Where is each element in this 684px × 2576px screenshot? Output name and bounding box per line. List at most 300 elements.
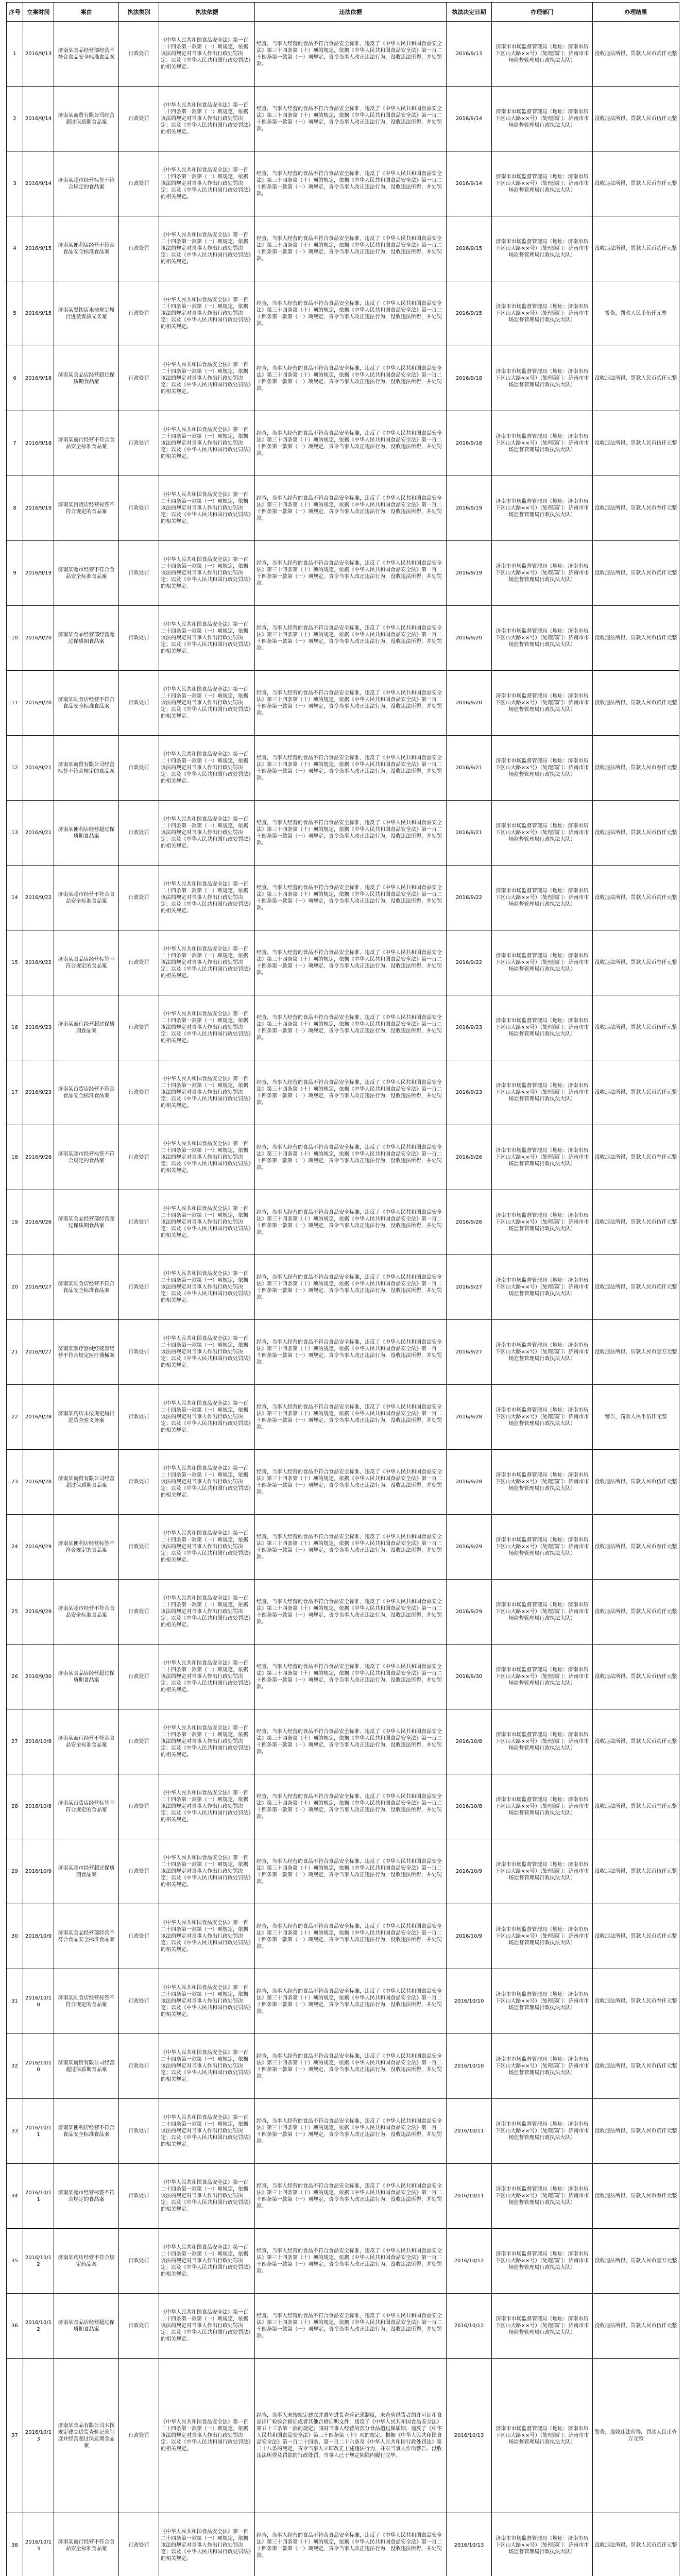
cell-violation: 经查，当事人经营的食品不符合食品安全标准，违反了《中华人民共和国食品安全法》第三十四条第（十）项的规定，依据《中华人民共和国食品安全法》第一百二十四条第一款第（一）项规定，责令当事人改正违法行为，没收违法所得，并处罚款。 — [255, 1969, 447, 2034]
cell-violation: 经查，当事人经营的食品不符合食品安全标准，违反了《中华人民共和国食品安全法》第三十四条第（十）项的规定，依据《中华人民共和国食品安全法》第一百二十四条第一款第（一）项规定，责令当事人改正违法行为，没收违法所得，并处罚款。 — [255, 151, 447, 216]
table-row — [7, 2294, 679, 2359]
cell-basis: 《中华人民共和国食品安全法》第一百二十四条第一款第（一）项规定，依据该法的规定对当事人作出行政处罚决定；以及《中华人民共和国行政处罚法》的相关规定。 — [159, 2229, 255, 2294]
cell-date: 2016/9/29 — [23, 1580, 54, 1645]
table-row — [7, 1515, 679, 1580]
cell-department: 济南市市场监督管理局（地址：济南市历下区山大路××号）（处理部门：济南市市场监督管理局行政执法大队） — [492, 2034, 593, 2099]
cell-type: 行政处罚 — [119, 2164, 159, 2229]
cell-basis: 《中华人民共和国食品安全法》第一百二十四条第一款第（一）项规定，依据该法的规定对当事人作出行政处罚决定；以及《中华人民共和国行政处罚法》的相关规定。 — [159, 2513, 255, 2576]
cell-type: 行政处罚 — [119, 1904, 159, 1969]
cell-result: 没收违法所得，罚款人民币叁仟元整 — [593, 1125, 679, 1190]
cell-result: 没收违法所得，罚款人民币伍仟元整 — [593, 2034, 679, 2099]
cell-type: 行政处罚 — [119, 671, 159, 736]
cell-decision-date: 2016/9/15 — [447, 216, 492, 281]
cell-date: 2016/10/11 — [23, 2099, 54, 2164]
cell-type: 行政处罚 — [119, 1839, 159, 1904]
cell-cause: 济南某食品经营部经营超过保质期食品案 — [54, 1190, 119, 1255]
cell-violation: 经查，当事人经营的食品不符合食品安全标准，违反了《中华人民共和国食品安全法》第三十四条第（十）项的规定，依据《中华人民共和国食品安全法》第一百二十四条第一款第（一）项规定，责令当事人改正违法行为，没收违法所得，并处罚款。 — [255, 2513, 447, 2576]
cell-basis: 《中华人民共和国食品安全法》第一百二十四条第一款第（一）项规定，依据该法的规定对当事人作出行政处罚决定；以及《中华人民共和国行政处罚法》的相关规定。 — [159, 1839, 255, 1904]
cell-date: 2016/9/27 — [23, 1255, 54, 1320]
cell-violation: 经查，当事人经营的食品不符合食品安全标准，违反了《中华人民共和国食品安全法》第三十四条第（十）项的规定，依据《中华人民共和国食品安全法》第一百二十四条第一款第（一）项规定，责令当事人改正违法行为，没收违法所得，并处罚款。 — [255, 606, 447, 671]
cell-department: 济南市市场监督管理局（地址：济南市历下区山大路××号）（处理部门：济南市市场监督管理局行政执法大队） — [492, 2513, 593, 2576]
cell-decision-date: 2016/10/13 — [447, 2359, 492, 2513]
cell-type: 行政处罚 — [119, 1580, 159, 1645]
cell-type: 行政处罚 — [119, 476, 159, 541]
table-row — [7, 1320, 679, 1385]
cell-basis: 《中华人民共和国食品安全法》第一百二十四条第一款第（一）项规定，依据该法的规定对当事人作出行政处罚决定；以及《中华人民共和国行政处罚法》的相关规定。 — [159, 736, 255, 801]
cell-no: 22 — [7, 1385, 23, 1450]
cell-basis: 《中华人民共和国食品安全法》第一百二十四条第一款第（一）项规定，依据该法的规定对当事人作出行政处罚决定；以及《中华人民共和国行政处罚法》的相关规定。 — [159, 671, 255, 736]
cell-cause: 济南某食品店经营超过保质期食品案 — [54, 346, 119, 411]
cell-result: 没收违法所得，罚款人民币伍仟元整 — [593, 1450, 679, 1515]
cell-result: 没收违法所得，罚款人民币伍仟元整 — [593, 2294, 679, 2359]
cell-department: 济南市市场监督管理局（地址：济南市历下区山大路××号）（处理部门：济南市市场监督管理局行政执法大队） — [492, 801, 593, 866]
cell-decision-date: 2016/10/11 — [447, 2099, 492, 2164]
table-row — [7, 87, 679, 151]
cell-basis: 《中华人民共和国食品安全法》第一百二十四条第一款第（一）项规定，依据该法的规定对当事人作出行政处罚决定；以及《中华人民共和国行政处罚法》的相关规定。 — [159, 476, 255, 541]
cell-basis: 《中华人民共和国食品安全法》第一百二十四条第一款第（一）项规定，依据该法的规定对当事人作出行政处罚决定；以及《中华人民共和国行政处罚法》的相关规定。 — [159, 411, 255, 476]
cell-no: 33 — [7, 2099, 23, 2164]
cell-violation: 经查，当事人经营的食品不符合食品安全标准，违反了《中华人民共和国食品安全法》第三十四条第（十）项的规定，依据《中华人民共和国食品安全法》第一百二十四条第一款第（一）项规定，责令当事人改正违法行为，没收违法所得，并处罚款。 — [255, 1450, 447, 1515]
cell-cause: 济南某副食店经营不符合食品安全标准食品案 — [54, 671, 119, 736]
cell-date: 2016/9/14 — [23, 87, 54, 151]
cell-violation: 经查，当事人经营的食品不符合食品安全标准，违反了《中华人民共和国食品安全法》第三十四条第（十）项的规定，依据《中华人民共和国食品安全法》第一百二十四条第一款第（一）项规定，责令当事人改正违法行为，没收违法所得，并处罚款。 — [255, 1060, 447, 1125]
cell-type: 行政处罚 — [119, 2034, 159, 2099]
cell-date: 2016/9/15 — [23, 216, 54, 281]
cell-date: 2016/10/10 — [23, 1969, 54, 2034]
cell-date: 2016/9/18 — [23, 411, 54, 476]
cell-no: 30 — [7, 1904, 23, 1969]
cell-result: 没收违法所得，罚款人民币叁仟元整 — [593, 1515, 679, 1580]
table-row — [7, 1190, 679, 1255]
table-row — [7, 2359, 679, 2513]
cell-type: 行政处罚 — [119, 2513, 159, 2576]
cell-department: 济南市市场监督管理局（地址：济南市历下区山大路××号）（处理部门：济南市市场监督管理局行政执法大队） — [492, 1125, 593, 1190]
cell-date: 2016/10/8 — [23, 1774, 54, 1839]
cell-type: 行政处罚 — [119, 87, 159, 151]
cell-violation: 经查，当事人经营的食品不符合食品安全标准，违反了《中华人民共和国食品安全法》第三十四条第（十）项的规定，依据《中华人民共和国食品安全法》第一百二十四条第一款第（一）项规定，责令当事人改正违法行为，没收违法所得，并处罚款。 — [255, 1580, 447, 1645]
cell-cause: 济南某商行经营不符合食品安全标准食品案 — [54, 2513, 119, 2576]
cell-cause: 济南某药店经营不符合规定药品案 — [54, 2229, 119, 2294]
cell-basis: 《中华人民共和国食品安全法》第一百二十四条第一款第（一）项规定，依据该法的规定对当事人作出行政处罚决定；以及《中华人民共和国行政处罚法》的相关规定。 — [159, 1709, 255, 1774]
cell-date: 2016/9/18 — [23, 346, 54, 411]
cell-violation: 经查，当事人经营的食品不符合食品安全标准，违反了《中华人民共和国食品安全法》第三十四条第（十）项的规定，依据《中华人民共和国食品安全法》第一百二十四条第一款第（一）项规定，责令当事人改正违法行为，没收违法所得，并处罚款。 — [255, 2294, 447, 2359]
cell-date: 2016/10/9 — [23, 1839, 54, 1904]
cell-cause: 济南某食品店经营超过保质期食品案 — [54, 1645, 119, 1709]
table-row — [7, 22, 679, 87]
cell-date: 2016/9/30 — [23, 1645, 54, 1709]
cell-department: 济南市市场监督管理局（地址：济南市历下区山大路××号）（处理部门：济南市市场监督管理局行政执法大队） — [492, 2294, 593, 2359]
cell-type: 行政处罚 — [119, 2359, 159, 2513]
cell-type: 行政处罚 — [119, 216, 159, 281]
cell-cause: 济南某食品店经营标签不符合规定的食品案 — [54, 930, 119, 995]
cell-violation: 经查，当事人经营的食品不符合食品安全标准，违反了《中华人民共和国食品安全法》第三十四条第（十）项的规定，依据《中华人民共和国食品安全法》第一百二十四条第一款第（一）项规定，责令当事人改正违法行为，没收违法所得，并处罚款。 — [255, 216, 447, 281]
cell-no: 19 — [7, 1190, 23, 1255]
table-row — [7, 995, 679, 1060]
cell-date: 2016/9/23 — [23, 1060, 54, 1125]
cell-basis: 《中华人民共和国食品安全法》第一百二十四条第一款第（一）项规定，依据该法的规定对当事人作出行政处罚决定；以及《中华人民共和国行政处罚法》的相关规定。 — [159, 801, 255, 866]
cell-violation: 经查，当事人经营的食品不符合食品安全标准，违反了《中华人民共和国食品安全法》第三十四条第（十）项的规定，依据《中华人民共和国食品安全法》第一百二十四条第一款第（一）项规定，责令当事人改正违法行为，没收违法所得，并处罚款。 — [255, 671, 447, 736]
table-row — [7, 1450, 679, 1515]
cell-cause: 济南某食品经营部经营不符合食品安全标准食品案 — [54, 1904, 119, 1969]
cell-date: 2016/9/14 — [23, 151, 54, 216]
cell-decision-date: 2016/9/23 — [447, 995, 492, 1060]
cell-date: 2016/9/29 — [23, 1515, 54, 1580]
table-row — [7, 1904, 679, 1969]
cell-decision-date: 2016/9/27 — [447, 1255, 492, 1320]
cell-date: 2016/10/13 — [23, 2513, 54, 2576]
cell-result: 没收违法所得，罚款人民币贰仟元整 — [593, 671, 679, 736]
table-row — [7, 2513, 679, 2576]
cell-cause: 济南某商行经营超过保质期食品案 — [54, 995, 119, 1060]
table-row — [7, 541, 679, 606]
cell-type: 行政处罚 — [119, 151, 159, 216]
cell-violation: 经查，当事人经营的食品不符合食品安全标准，违反了《中华人民共和国食品安全法》第三十四条第（十）项的规定，依据《中华人民共和国食品安全法》第一百二十四条第一款第（一）项规定，责令当事人改正违法行为，没收违法所得，并处罚款。 — [255, 22, 447, 87]
cell-decision-date: 2016/9/20 — [447, 606, 492, 671]
cell-decision-date: 2016/9/22 — [447, 930, 492, 995]
cell-result: 没收违法所得，罚款人民币伍仟元整 — [593, 995, 679, 1060]
cell-cause: 济南某超市经营标签不符合规定的食品案 — [54, 151, 119, 216]
cell-date: 2016/10/12 — [23, 2294, 54, 2359]
table-row — [7, 1839, 679, 1904]
table-row — [7, 2099, 679, 2164]
cell-basis: 《中华人民共和国食品安全法》第一百二十四条第一款第（一）项规定，依据该法的规定对当事人作出行政处罚决定；以及《中华人民共和国行政处罚法》的相关规定。 — [159, 22, 255, 87]
cell-decision-date: 2016/9/18 — [447, 346, 492, 411]
cell-basis: 《中华人民共和国食品安全法》第一百二十四条第一款第（一）项规定，依据该法的规定对当事人作出行政处罚决定；以及《中华人民共和国行政处罚法》的相关规定。 — [159, 1385, 255, 1450]
cell-department: 济南市市场监督管理局（地址：济南市历下区山大路××号）（处理部门：济南市市场监督管理局行政执法大队） — [492, 1839, 593, 1904]
cell-department: 济南市市场监督管理局（地址：济南市历下区山大路××号）（处理部门：济南市市场监督管理局行政执法大队） — [492, 87, 593, 151]
table-row — [7, 866, 679, 930]
table-row — [7, 1385, 679, 1450]
cell-violation: 经查，当事人经营的食品不符合食品安全标准，违反了《中华人民共和国食品安全法》第三十四条第（十）项的规定，依据《中华人民共和国食品安全法》第一百二十四条第一款第（一）项规定，责令当事人改正违法行为，没收违法所得，并处罚款。 — [255, 1320, 447, 1385]
cell-date: 2016/10/10 — [23, 2034, 54, 2099]
cell-cause: 济南某副食店经营不符合食品安全标准食品案 — [54, 1255, 119, 1320]
cell-cause: 济南某百货店经营不符合食品安全标准食品案 — [54, 1060, 119, 1125]
cell-basis: 《中华人民共和国食品安全法》第一百二十四条第一款第（一）项规定，依据该法的规定对当事人作出行政处罚决定；以及《中华人民共和国行政处罚法》的相关规定。 — [159, 1450, 255, 1515]
cell-department: 济南市市场监督管理局（地址：济南市历下区山大路××号）（处理部门：济南市市场监督管理局行政执法大队） — [492, 930, 593, 995]
cell-no: 23 — [7, 1450, 23, 1515]
table-row — [7, 1060, 679, 1125]
cell-basis: 《中华人民共和国食品安全法》第一百二十四条第一款第（一）项规定，依据该法的规定对当事人作出行政处罚决定；以及《中华人民共和国行政处罚法》的相关规定。 — [159, 1320, 255, 1385]
table-row — [7, 1255, 679, 1320]
cell-no: 17 — [7, 1060, 23, 1125]
header-department: 办理部门 — [492, 3, 593, 22]
cell-type: 行政处罚 — [119, 2294, 159, 2359]
cell-no: 21 — [7, 1320, 23, 1385]
cell-result: 没收违法所得，罚款人民币贰仟元整 — [593, 22, 679, 87]
cell-date: 2016/9/22 — [23, 930, 54, 995]
cell-no: 8 — [7, 476, 23, 541]
cell-violation: 经查，当事人经营的食品不符合食品安全标准，违反了《中华人民共和国食品安全法》第三十四条第（十）项的规定，依据《中华人民共和国食品安全法》第一百二十四条第一款第（一）项规定，责令当事人改正违法行为，没收违法所得，并处罚款。 — [255, 1385, 447, 1450]
cell-basis: 《中华人民共和国食品安全法》第一百二十四条第一款第（一）项规定，依据该法的规定对当事人作出行政处罚决定；以及《中华人民共和国行政处罚法》的相关规定。 — [159, 930, 255, 995]
cell-date: 2016/9/26 — [23, 1190, 54, 1255]
cell-cause: 济南某便利店经营不符合食品安全标准食品案 — [54, 216, 119, 281]
cell-department: 济南市市场监督管理局（地址：济南市历下区山大路××号）（处理部门：济南市市场监督管理局行政执法大队） — [492, 346, 593, 411]
cell-cause: 济南某超市经营不符合食品安全标准食品案 — [54, 866, 119, 930]
cell-no: 12 — [7, 736, 23, 801]
cell-no: 38 — [7, 2513, 23, 2576]
cell-violation: 经查，当事人经营的食品不符合食品安全标准，违反了《中华人民共和国食品安全法》第三十四条第（十）项的规定，依据《中华人民共和国食品安全法》第一百二十四条第一款第（一）项规定，责令当事人改正违法行为，没收违法所得，并处罚款。 — [255, 1125, 447, 1190]
table-header-row — [7, 3, 679, 22]
cell-date: 2016/9/28 — [23, 1385, 54, 1450]
cell-basis: 《中华人民共和国食品安全法》第一百二十四条第一款第（一）项规定，依据该法的规定对当事人作出行政处罚决定；以及《中华人民共和国行政处罚法》的相关规定。 — [159, 1969, 255, 2034]
cell-department: 济南市市场监督管理局（地址：济南市历下区山大路××号）（处理部门：济南市市场监督管理局行政执法大队） — [492, 995, 593, 1060]
cell-department: 济南市市场监督管理局（地址：济南市历下区山大路××号）（处理部门：济南市市场监督管理局行政执法大队） — [492, 1645, 593, 1709]
cell-cause: 济南某食品经营部经营超过保质期食品案 — [54, 606, 119, 671]
table-row — [7, 281, 679, 346]
cell-cause: 济南某便利店经营标签不符合规定的食品案 — [54, 1515, 119, 1580]
cell-department: 济南市市场监督管理局（地址：济南市历下区山大路××号）（处理部门：济南市市场监督管理局行政执法大队） — [492, 1190, 593, 1255]
cell-result: 没收违法所得，罚款人民币叁仟元整 — [593, 930, 679, 995]
cell-decision-date: 2016/10/12 — [447, 2294, 492, 2359]
cell-violation: 经查，当事人经营的食品不符合食品安全标准，违反了《中华人民共和国食品安全法》第三十四条第（十）项的规定，依据《中华人民共和国食品安全法》第一百二十四条第一款第（一）项规定，责令当事人改正违法行为，没收违法所得，并处罚款。 — [255, 866, 447, 930]
cell-result: 没收违法所得，罚款人民币贰仟元整 — [593, 2099, 679, 2164]
cell-decision-date: 2016/9/20 — [447, 671, 492, 736]
cell-decision-date: 2016/9/22 — [447, 866, 492, 930]
cell-department: 济南市市场监督管理局（地址：济南市历下区山大路××号）（处理部门：济南市市场监督管理局行政执法大队） — [492, 1255, 593, 1320]
cell-result: 警告，没收违法所得，罚款人民币壹万元整 — [593, 2359, 679, 2513]
cell-no: 5 — [7, 281, 23, 346]
cell-type: 行政处罚 — [119, 2099, 159, 2164]
cell-result: 没收违法所得，罚款人民币叁仟元整 — [593, 476, 679, 541]
cell-result: 没收违法所得，罚款人民币叁仟元整 — [593, 151, 679, 216]
cell-violation: 经查，当事人经营的食品不符合食品安全标准，违反了《中华人民共和国食品安全法》第三十四条第（十）项的规定，依据《中华人民共和国食品安全法》第一百二十四条第一款第（一）项规定，责令当事人改正违法行为，没收违法所得，并处罚款。 — [255, 801, 447, 866]
cell-violation: 经查，当事人经营的食品不符合食品安全标准，违反了《中华人民共和国食品安全法》第三十四条第（十）项的规定，依据《中华人民共和国食品安全法》第一百二十四条第一款第（一）项规定，责令当事人改正违法行为，没收违法所得，并处罚款。 — [255, 2229, 447, 2294]
cell-decision-date: 2016/9/14 — [447, 87, 492, 151]
cell-date: 2016/9/13 — [23, 22, 54, 87]
cell-department: 济南市市场监督管理局（地址：济南市历下区山大路××号）（处理部门：济南市市场监督管理局行政执法大队） — [492, 2164, 593, 2229]
cell-basis: 《中华人民共和国食品安全法》第一百二十四条第一款第（一）项规定，依据该法的规定对当事人作出行政处罚决定；以及《中华人民共和国行政处罚法》的相关规定。 — [159, 281, 255, 346]
cell-department: 济南市市场监督管理局（地址：济南市历下区山大路××号）（处理部门：济南市市场监督管理局行政执法大队） — [492, 1904, 593, 1969]
cell-department: 济南市市场监督管理局（地址：济南市历下区山大路××号）（处理部门：济南市市场监督管理局行政执法大队） — [492, 476, 593, 541]
cell-date: 2016/9/20 — [23, 606, 54, 671]
cell-type: 行政处罚 — [119, 1190, 159, 1255]
table-row — [7, 1709, 679, 1774]
cell-type: 行政处罚 — [119, 1320, 159, 1385]
cell-result: 没收违法所得，罚款人民币贰仟元整 — [593, 346, 679, 411]
cell-basis: 《中华人民共和国食品安全法》第一百二十四条第一款第（一）项规定，依据该法的规定对当事人作出行政处罚决定；以及《中华人民共和国行政处罚法》的相关规定。 — [159, 151, 255, 216]
header-violation: 违法依据 — [255, 3, 447, 22]
cell-result: 没收违法所得，罚款人民币壹万元整 — [593, 2229, 679, 2294]
cell-basis: 《中华人民共和国食品安全法》第一百二十四条第一款第（一）项规定，依据该法的规定对当事人作出行政处罚决定；以及《中华人民共和国行政处罚法》的相关规定。 — [159, 1060, 255, 1125]
cell-decision-date: 2016/9/26 — [447, 1190, 492, 1255]
cell-result: 警告，罚款人民币伍仟元整 — [593, 281, 679, 346]
cell-result: 没收违法所得，罚款人民币贰仟元整 — [593, 1709, 679, 1774]
cell-no: 27 — [7, 1709, 23, 1774]
cell-department: 济南市市场监督管理局（地址：济南市历下区山大路××号）（处理部门：济南市市场监督管理局行政执法大队） — [492, 216, 593, 281]
cell-violation: 经查，当事人经营的食品不符合食品安全标准，违反了《中华人民共和国食品安全法》第三十四条第（十）项的规定，依据《中华人民共和国食品安全法》第一百二十四条第一款第（一）项规定，责令当事人改正违法行为，没收违法所得，并处罚款。 — [255, 1190, 447, 1255]
cell-decision-date: 2016/10/10 — [447, 2034, 492, 2099]
cell-cause: 济南某商行经营不符合食品安全标准食品案 — [54, 411, 119, 476]
cell-no: 15 — [7, 930, 23, 995]
table-row — [7, 476, 679, 541]
cell-department: 济南市市场监督管理局（地址：济南市历下区山大路××号）（处理部门：济南市市场监督管理局行政执法大队） — [492, 1774, 593, 1839]
cell-department: 济南市市场监督管理局（地址：济南市历下区山大路××号）（处理部门：济南市市场监督管理局行政执法大队） — [492, 1515, 593, 1580]
cell-decision-date: 2016/9/15 — [447, 281, 492, 346]
cell-cause: 济南某食品有限公司未按规定建立进货查验记录制度并经营超过保质期食品案 — [54, 2359, 119, 2513]
cell-decision-date: 2016/10/8 — [447, 1709, 492, 1774]
cell-department: 济南市市场监督管理局（地址：济南市历下区山大路××号）（处理部门：济南市市场监督管理局行政执法大队） — [492, 22, 593, 87]
cell-no: 3 — [7, 151, 23, 216]
table-row — [7, 346, 679, 411]
cell-decision-date: 2016/9/14 — [447, 151, 492, 216]
table-row — [7, 2034, 679, 2099]
cell-no: 11 — [7, 671, 23, 736]
cell-date: 2016/9/28 — [23, 1450, 54, 1515]
cell-basis: 《中华人民共和国食品安全法》第一百二十四条第一款第（一）项规定，依据该法的规定对当事人作出行政处罚决定；以及《中华人民共和国行政处罚法》的相关规定。 — [159, 1645, 255, 1709]
cell-cause: 济南某超市经营超过保质期食品案 — [54, 1839, 119, 1904]
cell-result: 没收违法所得，罚款人民币叁仟元整 — [593, 736, 679, 801]
cell-date: 2016/9/19 — [23, 476, 54, 541]
cell-decision-date: 2016/10/10 — [447, 1969, 492, 2034]
cell-basis: 《中华人民共和国食品安全法》第一百二十四条第一款第（一）项规定，依据该法的规定对当事人作出行政处罚决定；以及《中华人民共和国行政处罚法》的相关规定。 — [159, 346, 255, 411]
cell-basis: 《中华人民共和国食品安全法》第一百二十四条第一款第（一）项规定，依据该法的规定对当事人作出行政处罚决定；以及《中华人民共和国行政处罚法》的相关规定。 — [159, 541, 255, 606]
cell-date: 2016/9/15 — [23, 281, 54, 346]
cell-decision-date: 2016/10/8 — [447, 1774, 492, 1839]
cell-violation: 经查，当事人经营的食品不符合食品安全标准，违反了《中华人民共和国食品安全法》第三十四条第（十）项的规定，依据《中华人民共和国食品安全法》第一百二十四条第一款第（一）项规定，责令当事人改正违法行为，没收违法所得，并处罚款。 — [255, 2099, 447, 2164]
cell-result: 没收违法所得，罚款人民币贰仟元整 — [593, 2513, 679, 2576]
cell-type: 行政处罚 — [119, 1774, 159, 1839]
cell-type: 行政处罚 — [119, 2229, 159, 2294]
table-row — [7, 151, 679, 216]
cell-violation: 经查，当事人经营的食品不符合食品安全标准，违反了《中华人民共和国食品安全法》第三十四条第（十）项的规定，依据《中华人民共和国食品安全法》第一百二十四条第一款第（一）项规定，责令当事人改正违法行为，没收违法所得，并处罚款。 — [255, 2034, 447, 2099]
cell-cause: 济南某商贸有限公司经营标签不符合规定的食品案 — [54, 736, 119, 801]
cell-cause: 济南某百货店经营标签不符合规定的食品案 — [54, 476, 119, 541]
cell-violation: 经查，当事人经营的食品不符合食品安全标准，违反了《中华人民共和国食品安全法》第三十四条第（十）项的规定，依据《中华人民共和国食品安全法》第一百二十四条第一款第（一）项规定，责令当事人改正违法行为，没收违法所得，并处罚款。 — [255, 995, 447, 1060]
cell-violation: 经查，当事人经营的食品不符合食品安全标准，违反了《中华人民共和国食品安全法》第三十四条第（十）项的规定，依据《中华人民共和国食品安全法》第一百二十四条第一款第（一）项规定，责令当事人改正违法行为，没收违法所得，并处罚款。 — [255, 736, 447, 801]
cell-type: 行政处罚 — [119, 1255, 159, 1320]
cell-department: 济南市市场监督管理局（地址：济南市历下区山大路××号）（处理部门：济南市市场监督管理局行政执法大队） — [492, 1580, 593, 1645]
cell-department: 济南市市场监督管理局（地址：济南市历下区山大路××号）（处理部门：济南市市场监督管理局行政执法大队） — [492, 1450, 593, 1515]
cell-decision-date: 2016/9/29 — [447, 1580, 492, 1645]
cell-decision-date: 2016/9/29 — [447, 1515, 492, 1580]
cell-date: 2016/9/26 — [23, 1125, 54, 1190]
cell-decision-date: 2016/9/26 — [447, 1125, 492, 1190]
cell-type: 行政处罚 — [119, 1450, 159, 1515]
cell-violation: 经查，当事人经营的食品不符合食品安全标准，违反了《中华人民共和国食品安全法》第三十四条第（十）项的规定，依据《中华人民共和国食品安全法》第一百二十四条第一款第（一）项规定，责令当事人改正违法行为，没收违法所得，并处罚款。 — [255, 1774, 447, 1839]
cell-no: 28 — [7, 1774, 23, 1839]
cell-basis: 《中华人民共和国食品安全法》第一百二十四条第一款第（一）项规定，依据该法的规定对当事人作出行政处罚决定；以及《中华人民共和国行政处罚法》的相关规定。 — [159, 1774, 255, 1839]
cell-no: 31 — [7, 1969, 23, 2034]
table-row — [7, 1645, 679, 1709]
cell-violation: 经查，当事人经营的食品不符合食品安全标准，违反了《中华人民共和国食品安全法》第三十四条第（十）项的规定，依据《中华人民共和国食品安全法》第一百二十四条第一款第（一）项规定，责令当事人改正违法行为，没收违法所得，并处罚款。 — [255, 346, 447, 411]
cell-department: 济南市市场监督管理局（地址：济南市历下区山大路××号）（处理部门：济南市市场监督管理局行政执法大队） — [492, 1709, 593, 1774]
table-row — [7, 2164, 679, 2229]
cell-decision-date: 2016/10/11 — [447, 2164, 492, 2229]
cell-violation: 经查，当事人经营的食品不符合食品安全标准，违反了《中华人民共和国食品安全法》第三十四条第（十）项的规定，依据《中华人民共和国食品安全法》第一百二十四条第一款第（一）项规定，责令当事人改正违法行为，没收违法所得，并处罚款。 — [255, 930, 447, 995]
cell-decision-date: 2016/10/9 — [447, 1904, 492, 1969]
table-row — [7, 801, 679, 866]
header-cause: 案由 — [54, 3, 119, 22]
cell-cause: 济南某食品店经营超过保质期食品案 — [54, 2294, 119, 2359]
cell-violation: 经查，当事人经营的食品不符合食品安全标准，违反了《中华人民共和国食品安全法》第三十四条第（十）项的规定，依据《中华人民共和国食品安全法》第一百二十四条第一款第（一）项规定，责令当事人改正违法行为，没收违法所得，并处罚款。 — [255, 87, 447, 151]
cell-basis: 《中华人民共和国食品安全法》第一百二十四条第一款第（一）项规定，依据该法的规定对当事人作出行政处罚决定；以及《中华人民共和国行政处罚法》的相关规定。 — [159, 1515, 255, 1580]
cell-type: 行政处罚 — [119, 1060, 159, 1125]
cell-date: 2016/9/21 — [23, 736, 54, 801]
cell-department: 济南市市场监督管理局（地址：济南市历下区山大路××号）（处理部门：济南市市场监督管理局行政执法大队） — [492, 151, 593, 216]
header-type: 执法类别 — [119, 3, 159, 22]
cell-department: 济南市市场监督管理局（地址：济南市历下区山大路××号）（处理部门：济南市市场监督管理局行政执法大队） — [492, 1969, 593, 2034]
cell-result: 没收违法所得，罚款人民币贰仟元整 — [593, 866, 679, 930]
cell-basis: 《中华人民共和国食品安全法》第一百二十四条第一款第（一）项规定，依据该法的规定对当事人作出行政处罚决定；以及《中华人民共和国行政处罚法》的相关规定。 — [159, 87, 255, 151]
cell-cause: 济南某便利店经营不符合食品安全标准食品案 — [54, 2099, 119, 2164]
cell-type: 行政处罚 — [119, 1645, 159, 1709]
cell-decision-date: 2016/9/21 — [447, 801, 492, 866]
cell-date: 2016/9/19 — [23, 541, 54, 606]
cell-violation: 经查，当事人未按规定建立并遵守进货查验记录制度，未查验供货者的许可证和食品出厂检验合格证或者其他合格证明文件，违反了《中华人民共和国食品安全法》第五十三条第一款的规定；同时当事人经营的部分食品超过保质期，违反了《中华人民共和国食品安全法》第三十四条第（十）项的规定。根据《中华人民共和国食品安全法》第一百二十四条、第一百二十六条及《中华人民共和国行政处罚法》第二十八条的规定，责令当事人立即改正上述违法行为，并对当事人作出警告、没收违法所得及罚款的行政处罚，当事人已于规定期限内履行完毕。 — [255, 2359, 447, 2513]
cell-decision-date: 2016/9/23 — [447, 1060, 492, 1125]
header-no: 序号 — [7, 3, 23, 22]
cell-violation: 经查，当事人经营的食品不符合食品安全标准，违反了《中华人民共和国食品安全法》第三十四条第（十）项的规定，依据《中华人民共和国食品安全法》第一百二十四条第一款第（一）项规定，责令当事人改正违法行为，没收违法所得，并处罚款。 — [255, 541, 447, 606]
cell-department: 济南市市场监督管理局（地址：济南市历下区山大路××号）（处理部门：济南市市场监督管理局行政执法大队） — [492, 1320, 593, 1385]
cell-basis: 《中华人民共和国食品安全法》第一百二十四条第一款第（一）项规定，依据该法的规定对当事人作出行政处罚决定；以及《中华人民共和国行政处罚法》的相关规定。 — [159, 1255, 255, 1320]
cell-no: 34 — [7, 2164, 23, 2229]
table-row — [7, 1774, 679, 1839]
cell-type: 行政处罚 — [119, 930, 159, 995]
cell-decision-date: 2016/9/18 — [447, 411, 492, 476]
table-row — [7, 1125, 679, 1190]
header-date: 立案时间 — [23, 3, 54, 22]
cell-cause: 济南某商行经营不符合食品安全标准食品案 — [54, 1709, 119, 1774]
cell-violation: 经查，当事人经营的食品不符合食品安全标准，违反了《中华人民共和国食品安全法》第三十四条第（十）项的规定，依据《中华人民共和国食品安全法》第一百二十四条第一款第（一）项规定，责令当事人改正违法行为，没收违法所得，并处罚款。 — [255, 1255, 447, 1320]
cell-date: 2016/9/23 — [23, 995, 54, 1060]
cell-date: 2016/9/21 — [23, 801, 54, 866]
cell-basis: 《中华人民共和国食品安全法》第一百二十四条第一款第（一）项规定，依据该法的规定对当事人作出行政处罚决定；以及《中华人民共和国行政处罚法》的相关规定。 — [159, 1904, 255, 1969]
cell-violation: 经查，当事人经营的食品不符合食品安全标准，违反了《中华人民共和国食品安全法》第三十四条第（十）项的规定，依据《中华人民共和国食品安全法》第一百二十四条第一款第（一）项规定，责令当事人改正违法行为，没收违法所得，并处罚款。 — [255, 2164, 447, 2229]
cell-decision-date: 2016/9/19 — [447, 476, 492, 541]
cell-result: 没收违法所得，罚款人民币伍仟元整 — [593, 1190, 679, 1255]
cell-cause: 济南某副食店经营标签不符合规定的食品案 — [54, 1969, 119, 2034]
header-decision-date: 执法决定日期 — [447, 3, 492, 22]
cell-department: 济南市市场监督管理局（地址：济南市历下区山大路××号）（处理部门：济南市市场监督管理局行政执法大队） — [492, 2229, 593, 2294]
cell-result: 没收违法所得，罚款人民币伍仟元整 — [593, 1645, 679, 1709]
cell-cause: 济南某超市经营标签不符合规定的食品案 — [54, 2164, 119, 2229]
cell-cause: 济南某餐饮店未按规定履行进货查验义务案 — [54, 281, 119, 346]
cell-violation: 经查，当事人经营的食品不符合食品安全标准，违反了《中华人民共和国食品安全法》第三十四条第（十）项的规定，依据《中华人民共和国食品安全法》第一百二十四条第一款第（一）项规定，责令当事人改正违法行为，没收违法所得，并处罚款。 — [255, 1904, 447, 1969]
cell-cause: 济南某商贸有限公司经营超过保质期食品案 — [54, 1450, 119, 1515]
cell-result: 没收违法所得，罚款人民币伍仟元整 — [593, 87, 679, 151]
table-row — [7, 411, 679, 476]
cell-basis: 《中华人民共和国食品安全法》第一百二十四条第一款第（一）项规定，依据该法的规定对当事人作出行政处罚决定；以及《中华人民共和国行政处罚法》的相关规定。 — [159, 2164, 255, 2229]
cell-type: 行政处罚 — [119, 801, 159, 866]
cell-decision-date: 2016/9/13 — [447, 22, 492, 87]
cell-department: 济南市市场监督管理局（地址：济南市历下区山大路××号）（处理部门：济南市市场监督管理局行政执法大队） — [492, 2099, 593, 2164]
cell-department: 济南市市场监督管理局（地址：济南市历下区山大路××号）（处理部门：济南市市场监督管理局行政执法大队） — [492, 866, 593, 930]
cell-date: 2016/10/8 — [23, 1709, 54, 1774]
cell-department: 济南市市场监督管理局（地址：济南市历下区山大路××号）（处理部门：济南市市场监督管理局行政执法大队） — [492, 1385, 593, 1450]
cell-violation: 经查，当事人经营的食品不符合食品安全标准，违反了《中华人民共和国食品安全法》第三十四条第（十）项的规定，依据《中华人民共和国食品安全法》第一百二十四条第一款第（一）项规定，责令当事人改正违法行为，没收违法所得，并处罚款。 — [255, 1839, 447, 1904]
cell-no: 13 — [7, 801, 23, 866]
cell-no: 37 — [7, 2359, 23, 2513]
cell-cause: 济南某商贸有限公司经营超过保质期食品案 — [54, 87, 119, 151]
table-row — [7, 216, 679, 281]
cell-no: 20 — [7, 1255, 23, 1320]
cell-no: 24 — [7, 1515, 23, 1580]
cell-type: 行政处罚 — [119, 866, 159, 930]
table-row — [7, 2229, 679, 2294]
cell-violation: 经查，当事人经营的食品不符合食品安全标准，违反了《中华人民共和国食品安全法》第三十四条第（十）项的规定，依据《中华人民共和国食品安全法》第一百二十四条第一款第（一）项规定，责令当事人改正违法行为，没收违法所得，并处罚款。 — [255, 411, 447, 476]
cell-date: 2016/10/9 — [23, 1904, 54, 1969]
table-row — [7, 1580, 679, 1645]
cell-decision-date: 2016/9/28 — [447, 1450, 492, 1515]
cell-result: 没收违法所得，罚款人民币贰仟元整 — [593, 1904, 679, 1969]
cell-result: 没收违法所得，罚款人民币伍仟元整 — [593, 1839, 679, 1904]
cell-basis: 《中华人民共和国食品安全法》第一百二十四条第一款第（一）项规定，依据该法的规定对当事人作出行政处罚决定；以及《中华人民共和国行政处罚法》的相关规定。 — [159, 1125, 255, 1190]
cell-department: 济南市市场监督管理局（地址：济南市历下区山大路××号）（处理部门：济南市市场监督管理局行政执法大队） — [492, 411, 593, 476]
cell-result: 没收违法所得，罚款人民币伍仟元整 — [593, 411, 679, 476]
cell-no: 26 — [7, 1645, 23, 1709]
cell-cause: 济南某超市经营不符合食品安全标准食品案 — [54, 1580, 119, 1645]
cell-cause: 济南某便利店经营超过保质期食品案 — [54, 801, 119, 866]
